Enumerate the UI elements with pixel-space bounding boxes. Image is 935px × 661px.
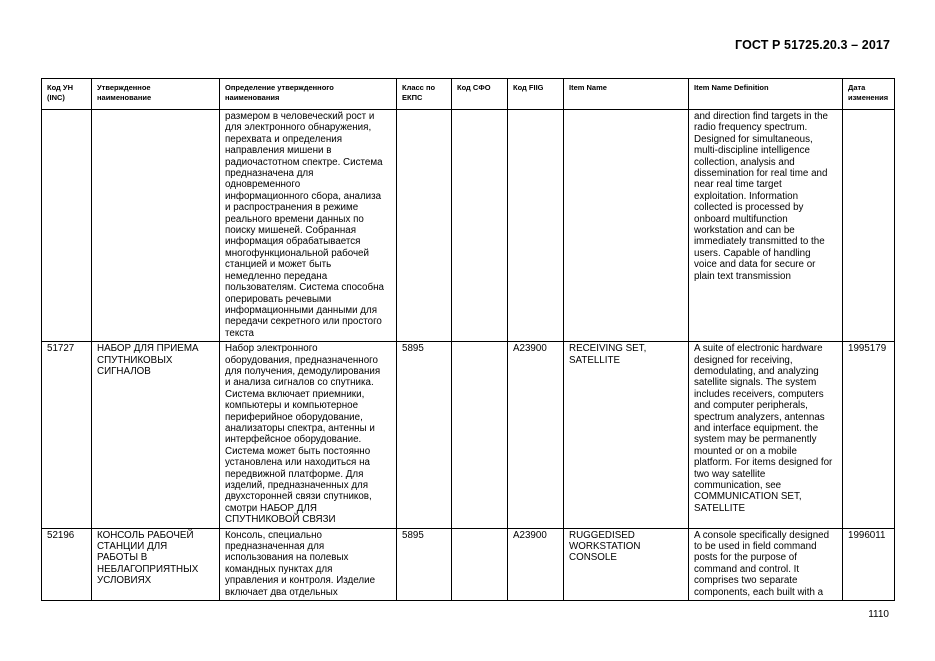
cell-fiig xyxy=(508,110,564,342)
column-header-definition-ru: Определение утвержденного наименования xyxy=(220,79,397,110)
column-header-fiig-code: Код FIIG xyxy=(508,79,564,110)
cell-item-name: RUGGEDISED WORKSTATION CONSOLE xyxy=(564,528,689,600)
catalog-table xyxy=(41,78,895,601)
cell-definition-en: A console specifically designed to be used in field command posts for the purpose of command and control. It comprises two separate components, each built with a xyxy=(689,528,843,600)
column-header-item-name: Item Name xyxy=(564,79,689,110)
document-standard-header: ГОСТ Р 51725.20.3 – 2017 xyxy=(735,38,890,52)
cell-name-ru xyxy=(92,110,220,342)
column-header-approved-name: Утвержденное наименование xyxy=(92,79,220,110)
table-row xyxy=(42,528,895,600)
cell-class xyxy=(397,110,452,342)
cell-item-name xyxy=(564,110,689,342)
cell-name-ru: КОНСОЛЬ РАБОЧЕЙ СТАНЦИИ ДЛЯ РАБОТЫ В НЕБЛАГОПРИЯТНЫХ УСЛОВИЯХ xyxy=(92,528,220,600)
cell-sfo xyxy=(452,528,508,600)
cell-sfo xyxy=(452,342,508,529)
cell-definition-ru: Набор электронного оборудования, предназначенного для получения, демодулирования и анализа сигналов со спутника. Система включает приемники, компьютеры и компьютерное периферийное оборудование, анализаторы спектра, антенны и интерфейсное оборудование. Система может быть постоянно установлена или находиться на передвижной платформе. Для изделий, предназначенных для двухсторонней связи спутников, смотри НАБОР ДЛЯ СПУТНИКОВОЙ СВЯЗИ xyxy=(220,342,397,529)
cell-date: 1996011 xyxy=(843,528,895,600)
cell-inc xyxy=(42,110,92,342)
cell-class: 5895 xyxy=(397,342,452,529)
cell-inc: 52196 xyxy=(42,528,92,600)
cell-name-ru: НАБОР ДЛЯ ПРИЕМА СПУТНИКОВЫХ СИГНАЛОВ xyxy=(92,342,220,529)
cell-definition-ru: Консоль, специально предназначенная для использования на полевых командных пунктах для управления и контроля. Изделие включает два отдельных xyxy=(220,528,397,600)
cell-definition-ru: размером в человеческий рост и для электронного обнаружения, перехвата и определения направления мишени в радиочастотном спектре. Система предназначена для одновременного информационного сбора, анализа и распространения в режиме реального времени данных по поиску мишеней. Собранная информация обрабатывается многофункциональной рабочей станцией и может быть немедленно передана пользователям. Система способна оперировать речевыми информационными данными для передачи секретного или простого текста xyxy=(220,110,397,342)
cell-fiig: A23900 xyxy=(508,342,564,529)
cell-sfo xyxy=(452,110,508,342)
cell-fiig: A23900 xyxy=(508,528,564,600)
column-header-inc: Код УН (INC) xyxy=(42,79,92,110)
column-header-item-name-definition: Item Name Definition xyxy=(689,79,843,110)
table-header-row xyxy=(42,79,895,110)
cell-date: 1995179 xyxy=(843,342,895,529)
column-header-sfo-code: Код СФО xyxy=(452,79,508,110)
cell-definition-en: A suite of electronic hardware designed for receiving, demodulating, and analyzing satellite signals. The system includes receivers, computers and computer peripherals, spectrum analyzers, antennas and interface equipment. the system may be permanently mounted or on a mobile platform. For items designed for two way satellite communication, see COMMUNICATION SET, SATELLITE xyxy=(689,342,843,529)
page-number: 1110 xyxy=(868,609,889,620)
cell-class: 5895 xyxy=(397,528,452,600)
cell-inc: 51727 xyxy=(42,342,92,529)
cell-date xyxy=(843,110,895,342)
cell-definition-en: and direction find targets in the radio frequency spectrum. Designed for simultaneous, multi-discipline intelligence collection, analysis and dissemination for real time and near real time target exploitation. Information collected is processed by onboard multifunction workstation and can be immediately transmitted to the users. Capable of handling voice and data for secure or plain text transmission xyxy=(689,110,843,342)
table-row xyxy=(42,110,895,342)
table-row xyxy=(42,342,895,529)
column-header-change-date: Дата изменения xyxy=(843,79,895,110)
column-header-ekps-class: Класс по ЕКПС xyxy=(397,79,452,110)
cell-item-name: RECEIVING SET, SATELLITE xyxy=(564,342,689,529)
